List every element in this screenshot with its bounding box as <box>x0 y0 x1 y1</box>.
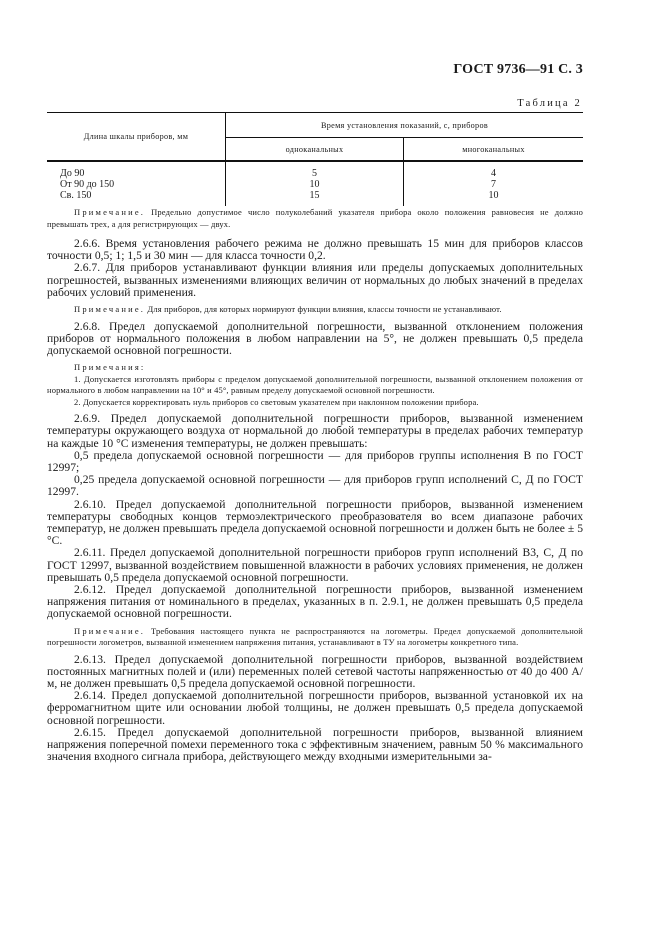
clause-2-6-9: 2.6.9. Предел допускаемой дополнительной погрешности приборов, вызванной изменением температуры окружающего воздуха от нормальной до любой температуры в пределах рабочих температур на каждые 10 °С изменения температуры, не должен превышать: <box>47 412 583 450</box>
note-text: Для приборов, для которых нормируют функции влияния, классы точности не устанавливают. <box>145 304 502 315</box>
note-label: Примечание. <box>74 207 146 217</box>
clause-2-6-11: 2.6.11. Предел допускаемой дополнительной погрешности приборов групп исполнений В3, С, Д по ГОСТ 12997, вызванной воздействием повышенной влажности в рабочих условиях применения, не должен превышать 0,5 предела допускаемой основной погрешности. <box>47 546 583 584</box>
clause-2-6-15: 2.6.15. Предел допускаемой дополнительной погрешности приборов, вызванной влиянием напряжения поперечной помехи переменного тока с эффективным значением, равным 50 % максимального значения входного сигнала прибора, действующего между входными измерительными за- <box>47 725 583 764</box>
cell-length: До 90 <box>60 168 85 179</box>
cell-length: Св. 150 <box>60 190 92 201</box>
note-label: Примечание. <box>74 304 146 315</box>
col-header-settling-time: Время установления показаний, с, приборов <box>226 113 584 138</box>
page-body <box>47 207 583 763</box>
table-caption: Таблица 2 <box>517 98 582 109</box>
clause-2-6-7: 2.6.7. Для приборов устанавливают функции влияния или пределы допускаемых дополнительных погрешностей, вызванных изменениями влияющих величин от нормальных до любых значений в пределах рабочих условий применения. <box>47 261 583 299</box>
cell-single: 10 <box>226 179 404 190</box>
col-header-scale-length: Длина шкалы приборов, мм <box>47 113 226 162</box>
note-2-6-7 <box>47 304 583 316</box>
clause-2-6-9-b: 0,25 предела допускаемой основной погрешности — для приборов групп исполнений С, Д по ГОСТ 12997. <box>47 473 583 499</box>
notes-label: Примечания: <box>74 362 146 373</box>
clause-2-6-6: 2.6.6. Время установления рабочего режима не должно превышать 15 мин для приборов классов точности 0,5; 1; 1,5 и 30 мин — для класса точности 0,2. <box>47 237 583 263</box>
note-2-6-12 <box>47 626 583 649</box>
note-text: Предельно допустимое число полуколебаний указателя прибора около положения равновесия не должно превышать трех, а для регистрирующих — двух. <box>47 207 583 229</box>
cell-single: 15 <box>226 190 404 206</box>
table-row <box>47 161 583 179</box>
clause-2-6-14: 2.6.14. Предел допускаемой дополнительной погрешности приборов, вызванной установкой их на ферромагнитном щите или основании любой толщины, не должен превышать 0,5 предела допускаемой основной погрешности. <box>47 689 583 727</box>
clause-2-6-9-a: 0,5 предела допускаемой основной погрешности — для приборов группы исполнения В по ГОСТ 12997; <box>47 448 583 474</box>
note-table-2 <box>47 207 583 230</box>
cell-single: 5 <box>226 161 404 179</box>
cell-length: От 90 до 150 <box>60 179 115 190</box>
table-2 <box>47 112 583 206</box>
cell-multi: 7 <box>404 179 584 190</box>
cell-multi: 10 <box>404 190 584 206</box>
notes-2-6-8-label <box>47 362 583 374</box>
clause-2-6-13: 2.6.13. Предел допускаемой дополнительной погрешности приборов, вызванной воздействием постоянных магнитных полей и (или) переменных полей сетевой частоты напряженностью от 40 до 400 А/м, не должен превышать 0,5 предела допускаемой основной погрешности. <box>47 652 583 690</box>
note-label: Примечание. <box>74 625 146 636</box>
clause-2-6-10: 2.6.10. Предел допускаемой дополнительной погрешности приборов, вызванной изменением температуры свободных концов термоэлектрического преобразователя во всем диапазоне рабочих температур, не должен превышать предела допускаемой основной погрешности и должен быть не более ± 5 °С. <box>47 497 583 548</box>
note-text: Требования настоящего пункта не распространяются на логометры. Предел допускаемой дополнительной погрешности логометров, вызванной изменением напряжения питания, устанавливают в ТУ на логометры конкретного типа. <box>47 625 583 648</box>
page-header: ГОСТ 9736—91 С. 3 <box>453 62 583 77</box>
clause-2-6-8: 2.6.8. Предел допускаемой дополнительной погрешности, вызванной отклонением положения приборов от нормального положения в любом направлении на 5°, не должен превышать 0,5 предела допускаемой основной погрешности. <box>47 319 583 357</box>
note-item-2: 2. Допускается корректировать нуль приборов со световым указателем при наклонном положении прибора. <box>74 396 479 407</box>
col-header-single-channel: одноканальных <box>226 138 404 162</box>
table-row <box>47 190 583 206</box>
cell-multi: 4 <box>404 161 584 179</box>
col-header-multi-channel: многоканальных <box>404 138 584 162</box>
table-row <box>47 179 583 190</box>
note-item-1: 1. Допускается изготовлять приборы с пределом допускаемой дополнительной погрешности, вызванной отклонением положения от нормального в любом направлении на 10° и 45°, равным пределу допускаемой основной погрешности. <box>47 373 583 396</box>
clause-2-6-12: 2.6.12. Предел допускаемой дополнительной погрешности приборов, вызванной изменением напряжения питания от номинального в пределах, указанных в п. 2.9.1, не должен превышать 0,5 предела допускаемой основной погрешности. <box>47 582 583 621</box>
